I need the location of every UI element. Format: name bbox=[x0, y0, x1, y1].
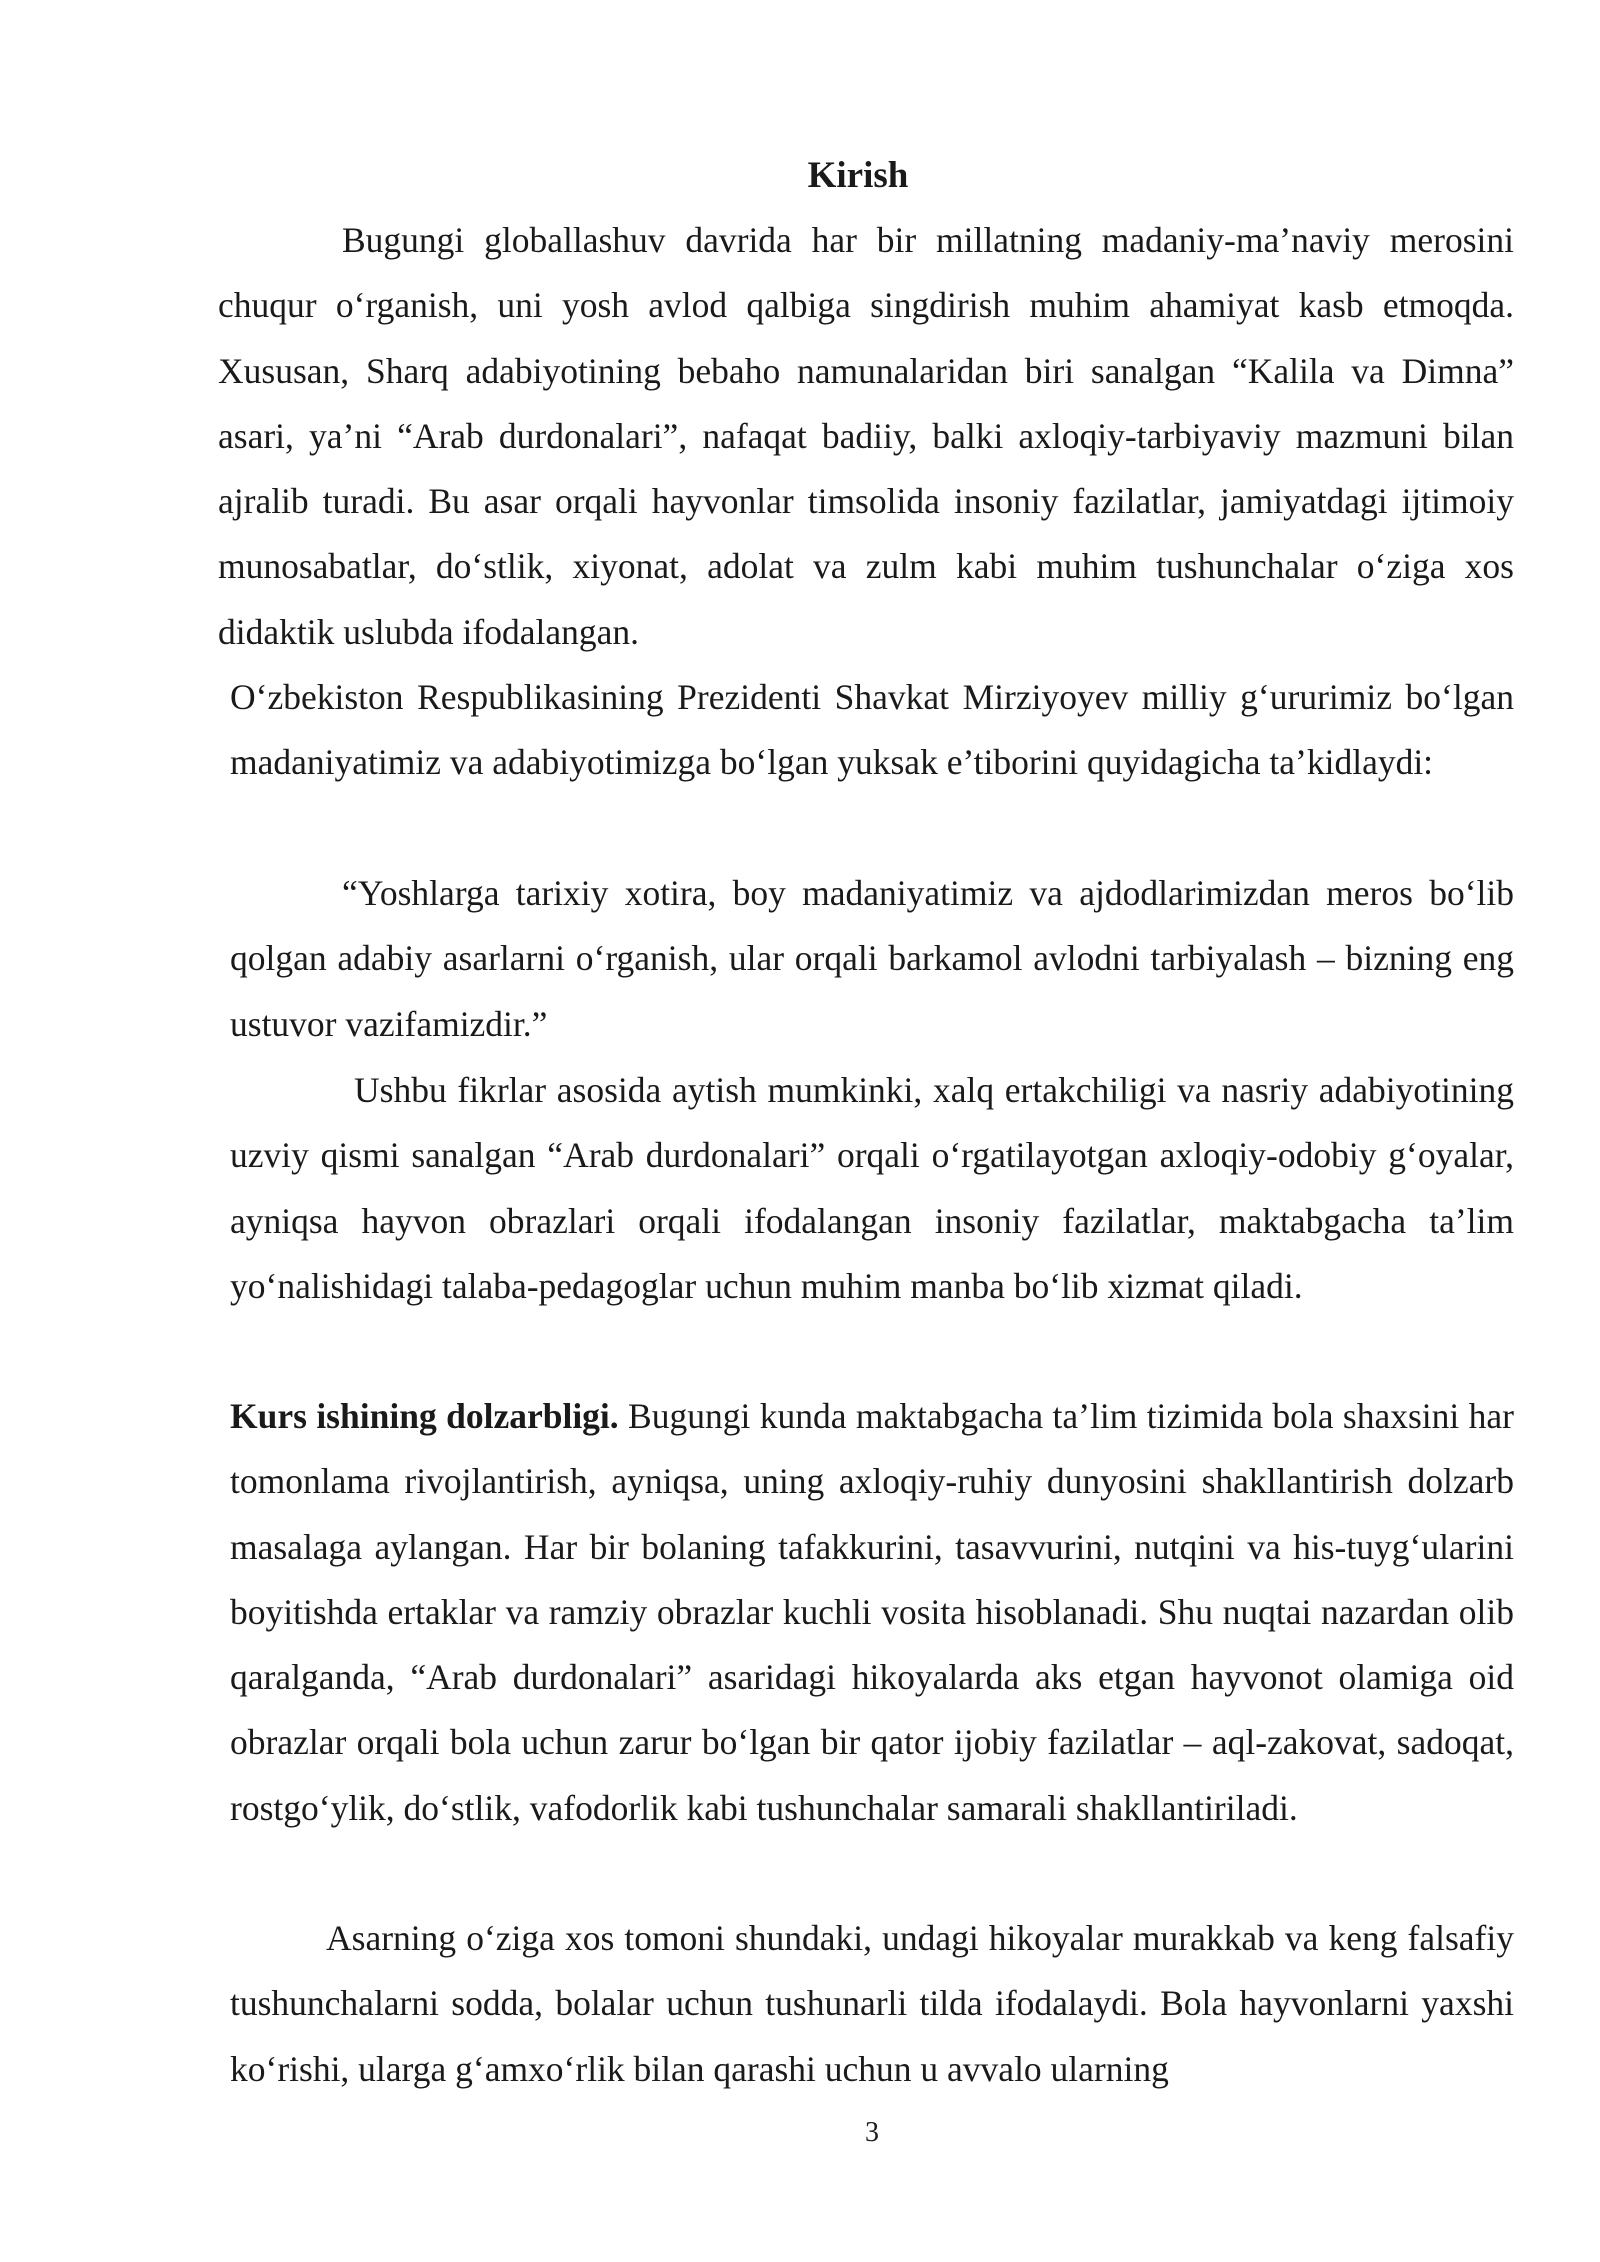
relevance-text: Bugungi kunda maktabgacha ta’lim tizimida bola shaxsini har tomonlama rivojlantirish, ayniqsa, uning axloqiy-ruhiy dunyosini shakllantirish dolzarb masalaga aylangan. Har bir bolaning tafakkurini, tasavvurini, nutqini va his-tuyg‘ularini boyitishda ertaklar va ramziy obrazlar kuchli vosita hisoblanadi. Shu nuqtai nazardan olib qaralganda, “Arab durdonalari” asaridagi hikoyalarda aks etgan hayvonot olamiga oid obrazlar orqali bola uchun zarur bo‘lgan bir qator ijobiy fazilatlar – aql-zakovat, sadoqat, rostgo‘ylik, do‘stlik, vafodorlik kabi tushunchalar samarali shakllantiriladi. bbox=[230, 1396, 1514, 1828]
paragraph-work-feature: Asarning o‘ziga xos tomoni shundaki, undagi hikoyalar murakkab va keng falsafiy tushunchalarni sodda, bolalar uchun tushunarli tilda ifodalaydi. Bola hayvonlarni yaxshi ko‘rishi, ularga g‘amxo‘rlik bilan qarashi uchun u avvalo ularning bbox=[230, 1918, 1514, 2089]
paragraph-president-statement: O‘zbekiston Respublikasining Prezidenti Shavkat Mirziyoyev milliy g‘ururimiz bo‘lgan madaniyatimiz va adabiyotimizga bo‘lgan yuksak e’tiborini quyidagicha ta’kidlaydi: bbox=[230, 677, 1514, 783]
paragraph-conclusion: Ushbu fikrlar asosida aytish mumkinki, xalq ertakchiligi va nasriy adabiyotining uzviy qismi sanalgan “Arab durdonalari” orqali o‘rgatilayotgan axloqiy-odobiy g‘oyalar, ayniqsa hayvon obrazlari orqali ifodalangan insoniy fazilatlar, maktabgacha ta’lim yo‘nalishidagi talaba-pedagoglar uchun muhim manba bo‘lib xizmat qiladi. bbox=[230, 1070, 1514, 1306]
section-heading: Kirish bbox=[807, 155, 909, 196]
page-number: 3 bbox=[865, 2117, 879, 2148]
relevance-lead: Kurs ishining dolzarbligi. bbox=[230, 1396, 619, 1436]
paragraph-quote: “Yoshlarga tarixiy xotira, boy madaniyatimiz va ajdodlarimizdan meros bo‘lib qolgan adabiy asarlarni o‘rganish, ular orqali barkamol avlodni tarbiyalash – bizning eng ustuvor vazifamizdir.” bbox=[230, 873, 1514, 1044]
paragraph-relevance bbox=[230, 1384, 1514, 1841]
paragraph-introduction: Bugungi globallashuv davrida har bir millatning madaniy-ma’naviy merosini chuqur o‘rganish, uni yosh avlod qalbiga singdirish muhim ahamiyat kasb etmoqda. Xususan, Sharq adabiyotining bebaho namunalaridan biri sanalgan “Kalila va Dimna” asari, ya’ni “Arab durdonalari”, nafaqat badiiy, balki axloqiy-tarbiyaviy mazmuni bilan ajralib turadi. Bu asar orqali hayvonlar timsolida insoniy fazilatlar, jamiyatdagi ijtimoiy munosabatlar, do‘stlik, xiyonat, adolat va zulm kabi muhim tushunchalar o‘ziga xos didaktik uslubda ifodalangan. bbox=[218, 220, 1514, 652]
